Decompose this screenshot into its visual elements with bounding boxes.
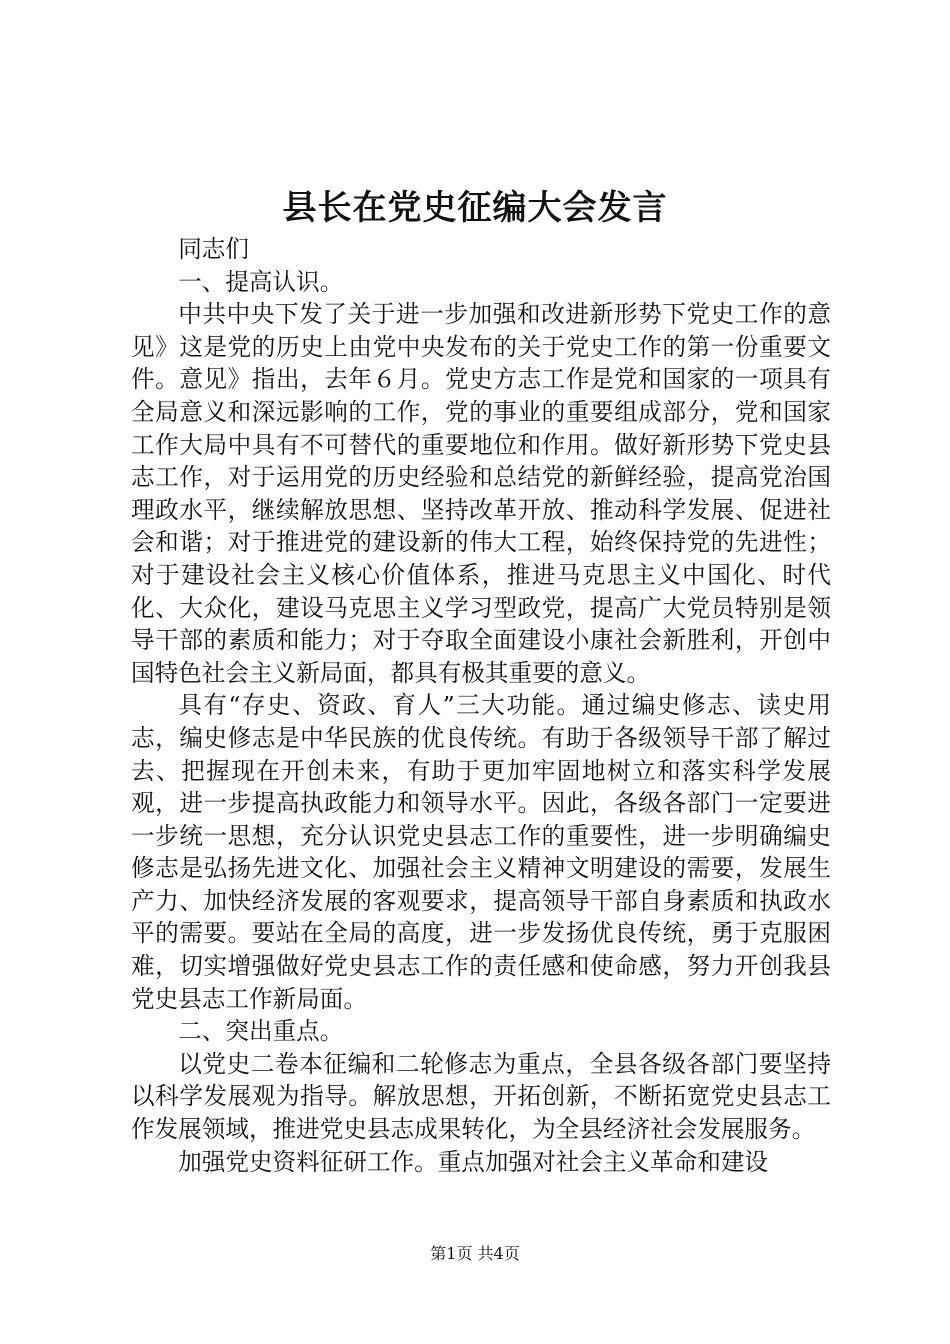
document-body — [131, 233, 831, 1178]
body-paragraph: 以党史二卷本征编和二轮修志为重点，全县各级各部门要坚持以科学发展观为指导。解放思想，开拓创新，不断拓宽党史县志工作发展领域，推进党史县志成果转化，为全县经济社会发展服务。 — [131, 1049, 831, 1144]
document-title: 县长在党史征编大会发言 — [282, 188, 668, 228]
body-paragraph: 具有“存史、资政、育人”三大功能。通过编史修志、读史用志，编史修志是中华民族的优良传统。有助于各级领导干部了解过去、把握现在开创未来，有助于更加牢固地树立和落实科学发展观，进一步提高执政能力和领导水平。因此，各级各部门一定要进一步统一思想，充分认识党史县志工作的重要性，进一步明确编史修志是弘扬先进文化、加强社会主义精神文明建设的需要，发展生产力、加快经济发展的客观要求，提高领导干部自身素质和执政水平的需要。要站在全局的高度，进一步发扬优良传统，勇于克服困难，切实增强做好党史县志工作的责任感和使命感，努力开创我县党史县志工作新局面。 — [131, 691, 831, 1013]
section-heading-2: 二、突出重点。 — [178, 1017, 344, 1046]
section-heading-1: 一、提高认识。 — [178, 267, 344, 296]
body-paragraph: 加强党史资料征研工作。重点加强对社会主义革命和建设 — [178, 1147, 769, 1176]
salutation: 同志们 — [178, 235, 249, 263]
page-footer: 第1页 共4页 — [430, 1244, 520, 1263]
body-paragraph: 中共中央下发了关于进一步加强和改进新形势下党史工作的意见》这是党的历史上由党中央发布的关于党史工作的第一份重要文件。意见》指出，去年６月。党史方志工作是党和国家的一项具有全局意义和深远影响的工作，党的事业的重要组成部分，党和国家工作大局中具有不可替代的重要地位和作用。做好新形势下党史县志工作，对于运用党的历史经验和总结党的新鲜经验，提高党治国理政水平，继续解放思想、坚持改革开放、推动科学发展、促进社会和谐；对于推进党的建设新的伟大工程，始终保持党的先进性；对于建设社会主义核心价值体系，推进马克思主义中国化、时代化、大众化，建设马克思主义学习型政党，提高广大党员特别是领导干部的素质和能力；对于夺取全面建设小康社会新胜利，开创中国特色社会主义新局面，都具有极其重要的意义。 — [131, 300, 831, 687]
